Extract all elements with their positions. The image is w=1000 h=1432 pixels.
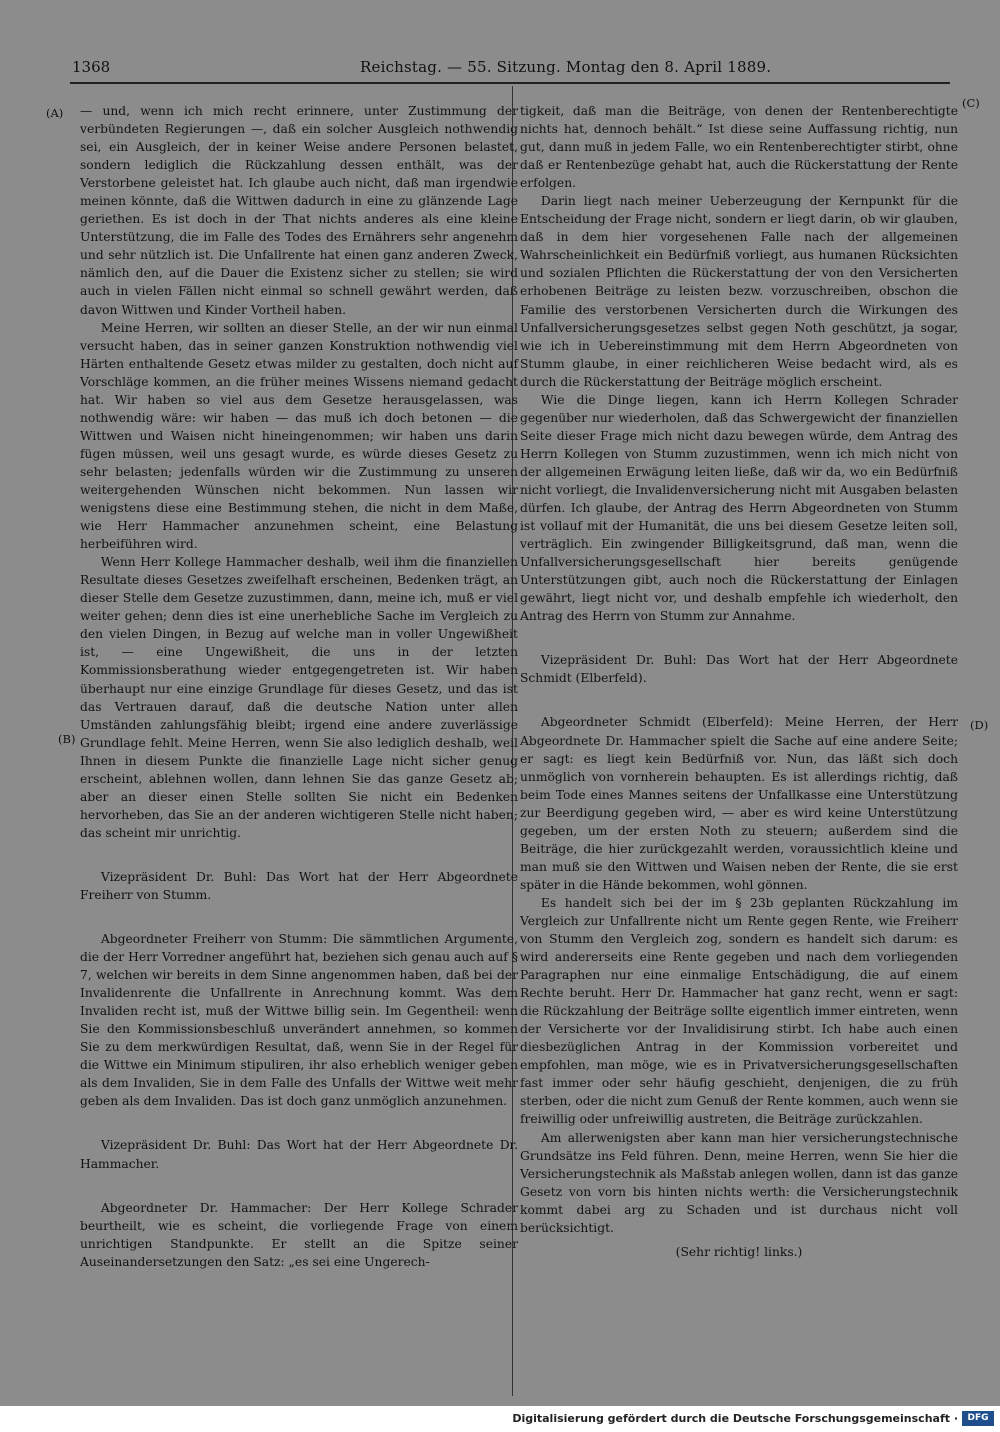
footer-bar <box>0 1406 1000 1432</box>
header-rule <box>70 82 950 84</box>
margin-letter-d: (D) <box>970 718 989 732</box>
speaker-paragraph: Vizepräsident Dr. Buhl: Das Wort hat der Herr Abgeordnete Schmidt (Elberfeld). <box>520 653 958 686</box>
dfg-logo: DFG <box>962 1411 994 1426</box>
running-title: Reichstag. — 55. Sitzung. Montag den 8. April 1889. <box>360 58 772 76</box>
right-column <box>520 102 958 1261</box>
speaker-paragraph: Abgeordneter Freiherr von Stumm: Die sämmtlichen Argumente, die der Herr Vorredner angeführt hat, beziehen sich genau auch auf § 7, welchen wir bereits in dem Sinne angenommen haben, daß bei der Invalidenrente die Unfallrente in Anrechnung kommt. Was dem Invaliden recht ist, muß der Wittwe billig sein. Im Gegentheil: wenn Sie den Kommissionsbeschluß unverändert annehmen, so kommen Sie zu dem merkwürdigen Resultat, daß, wenn Sie in der Regel für die Wittwe ein Minimum stipuliren, ihr also erheblich weniger geben als dem Invaliden, Sie in dem Falle des Unfalls der Wittwe weit mehr geben als dem Invaliden. Das ist doch ganz unmöglich anzunehmen. <box>80 932 518 1109</box>
left-column <box>80 102 518 1271</box>
paragraph: Am allerwenigsten aber kann man hier versicherungstechnische Grundsätze ins Feld führen. Denn, meine Herren, wenn Sie hier die Versicherungstechnik als Maßstab anlegen wollen, dann ist das ganze Gesetz von vorn bis hinten nichts werth: die Versicherungstechnik kommt dabei arg zu Schaden und ist durchaus nicht voll berücksichtigt. <box>520 1130 958 1235</box>
page-number: 1368 <box>72 58 111 76</box>
speaker-paragraph: Vizepräsident Dr. Buhl: Das Wort hat der Herr Abgeordnete Dr. Hammacher. <box>80 1138 518 1171</box>
margin-letter-a: (A) <box>46 106 64 120</box>
speaker-paragraph: Abgeordneter Schmidt (Elberfeld): Meine Herren, der Herr Abgeordnete Dr. Hammacher spielt die Sache auf eine andere Seite; er sagt: es liegt kein Bedürfniß vor. Nun, das läßt sich doch unmöglich von vornherein behaupten. Es ist allerdings richtig, daß beim Tode eines Mannes seitens der Unfallkasse eine Unterstützung zur Beerdigung gegeben wird, — aber es wird keine Unterstützung gegeben, um der ersten Noth zu steuern; außerdem sind die Beiträge, die hier zurückgezahlt werden, voraussichtlich kleine und man muß sie den Wittwen und Waisen neben der Rente, die sie erst später in die Hände bekommen, wohl gönnen. <box>520 715 958 892</box>
margin-letter-c: (C) <box>962 96 980 110</box>
paragraph: — und, wenn ich mich recht erinnere, unter Zustimmung der verbündeten Regierungen —, daß ein solcher Ausgleich nothwendig sei, ein Ausgleich, der in keiner Weise andere Personen belastet, sondern lediglich die Rückzahlung dessen enthält, was der Verstorbene geleistet hat. Ich glaube auch nicht, daß man irgendwie meinen könnte, daß die Wittwen dadurch in eine zu glänzende Lage geriethen. Es ist doch in der That nichts anderes als eine kleine Unterstützung, die im Falle des Todes des Ernährers sehr angenehm und sehr nützlich ist. Die Unfallrente hat einen ganz anderen Zweck, nämlich den, auf die Dauer die Existenz sicher zu stellen; sie wird auch in vielen Fällen nicht einmal so schnell gewährt werden, daß davon Wittwen und Kinder Vortheil haben. <box>80 104 518 317</box>
paragraph: Wie die Dinge liegen, kann ich Herrn Kollegen Schrader gegenüber nur wiederholen, daß das Schwergewicht der finanziellen Seite dieser Frage mich nicht dazu bewegen würde, dem Antrag des Herrn Kollegen von Stumm zuzustimmen, wenn ich mich nicht von der allgemeinen Erwägung leiten ließe, daß wir da, wo ein Bedürfniß nicht vorliegt, die Invalidenversicherung nicht mit Ausgaben belasten dürfen. Ich glaube, der Antrag des Herrn Abgeordneten von Stumm ist vollauf mit der Humanität, die uns bei diesem Gesetze leiten soll, verträglich. Ein zwingender Billigkeitsgrund, daß man, wenn die Unfallversicherungsgesellschaft hier bereits genügende Unterstützungen gibt, auch noch die Rückerstattung der Einlagen gewährt, liegt nicht vor, und deshalb empfehle ich wiederholt, den Antrag des Herrn von Stumm zur Annahme. <box>520 392 958 624</box>
paragraph: Meine Herren, wir sollten an dieser Stelle, an der wir nun einmal versucht haben, das in seiner ganzen Konstruktion nothwendig viel Härten enthaltende Gesetz etwas milder zu gestalten, doch nicht auf Vorschläge kommen, an die früher meines Wissens niemand gedacht hat. Wir haben so viel aus dem Gesetze herausgelassen, was nothwendig wäre: wir haben — das muß ich doch betonen — die Wittwen und Waisen nicht hineingenommen; wir haben uns darin fügen müssen, weil uns gesagt wurde, es würde dieses Gesetz zu sehr belasten; jedenfalls würden wir die Zustimmung zu unseren weitergehenden Wünschen nicht bekommen. Nun lassen wir wenigstens diese eine Bestimmung stehen, die nicht in dem Maße, wie Herr Hammacher anzunehmen scheint, eine Belastung herbeiführen wird. <box>80 320 518 552</box>
paragraph: Wenn Herr Kollege Hammacher deshalb, weil ihm die finanziellen Resultate dieses Gesetzes zweifelhaft erscheinen, Bedenken trägt, an dieser Stelle dem Gesetze zuzustimmen, dann, meine ich, muß er viel weiter gehen; denn dies ist eine unerhebliche Sache im Vergleich zu den vielen Dingen, in Bezug auf welche man in voller Ungewißheit ist, — eine Ungewißheit, die uns in der letzten Kommissionsberathung wieder entgegengetreten ist. Wir haben überhaupt nur eine einzige Grundlage für dieses Gesetz, und das ist das Vertrauen darauf, daß die deutsche Nation unter allen Umständen zahlungsfähig bleibt; irgend eine andere zuverlässige Grundlage fehlt. Meine Herren, wenn Sie also lediglich deshalb, weil Ihnen in diesem Punkte die finanzielle Lage nicht sicher genug erscheint, ablehnen wollen, dann lehnen Sie das ganze Gesetz ab; aber an dieser einen Stelle sollten Sie nicht ein Bedenken hervorheben, das Sie an der anderen wichtigeren Stelle nicht haben; das scheint mir unrichtig. <box>80 555 518 840</box>
footer-credit: Digitalisierung gefördert durch die Deutsche Forschungsgemeinschaft · <box>512 1412 958 1425</box>
paragraph: tigkeit, daß man die Beiträge, von denen der Rentenberechtigte nichts hat, dennoch behält.“ Ist diese seine Auffassung richtig, nun gut, dann muß in jedem Falle, wo ein Rentenberechtigter stirbt, ohne daß er Rentenbezüge gehabt hat, auch die Rückerstattung der Rente erfolgen. <box>520 104 958 191</box>
paragraph: Es handelt sich bei der im § 23b geplanten Rückzahlung im Vergleich zur Unfallrente nicht um Rente gegen Rente, wie Freiherr von Stumm den Vergleich zog, sondern es handelt sich darum: es wird andererseits eine Rente gegeben und nach dem vorliegenden Paragraphen nur eine einmalige Entschädigung, die auf einem Rechte beruht. Herr Dr. Hammacher hat ganz recht, wenn er sagt: die Rückzahlung der Beiträge sollte eigentlich immer eintreten, wenn der Versicherte vor der Invalidisirung stirbt. Ich habe auch einen diesbezüglichen Antrag in der Kommission vorbereitet und empfohlen, man möge, wie es in Privatversicherungsgesellschaften fast immer oder sehr häufig geschieht, denjenigen, die zu früh sterben, oder die nicht zum Genuß der Rente kommen, auch wenn sie freiwillig oder unfreiwillig austreten, die Beiträge zurückzahlen. <box>520 895 958 1127</box>
paragraph: Darin liegt nach meiner Ueberzeugung der Kernpunkt für die Entscheidung der Frage nicht, sondern er liegt darin, ob wir glauben, daß in dem hier vorgesehenen Falle nach der allgemeinen Wahrscheinlichkeit ein Bedürfniß vorliegt, aus humanen Rücksichten und sozialen Pflichten die Rückerstattung der von den Versicherten erhobenen Beiträge zu leisten bezw. vorzuschreiben, obschon die Familie des verstorbenen Versicherten durch die Wirkungen des Unfallversicherungsgesetzes selbst gegen Noth geschützt, ja sogar, wie ich in Uebereinstimmung mit dem Herrn Abgeordneten von Stumm glaube, in einer reichlicheren Weise bedacht wird, als es durch die Rückerstattung der Beiträge möglich erscheint. <box>520 194 958 389</box>
speaker-paragraph: Abgeordneter Dr. Hammacher: Der Herr Kollege Schrader beurtheilt, wie es scheint, die vorliegende Frage von einem unrichtigen Standpunkte. Er stellt an die Spitze seiner Auseinandersetzungen den Satz: „es sei eine Ungerech- <box>80 1200 518 1269</box>
speaker-paragraph: Vizepräsident Dr. Buhl: Das Wort hat der Herr Abgeordnete Freiherr von Stumm. <box>80 869 518 902</box>
margin-letter-b: (B) <box>58 732 76 746</box>
interjection: (Sehr richtig! links.) <box>675 1244 803 1259</box>
page-header <box>70 58 950 80</box>
